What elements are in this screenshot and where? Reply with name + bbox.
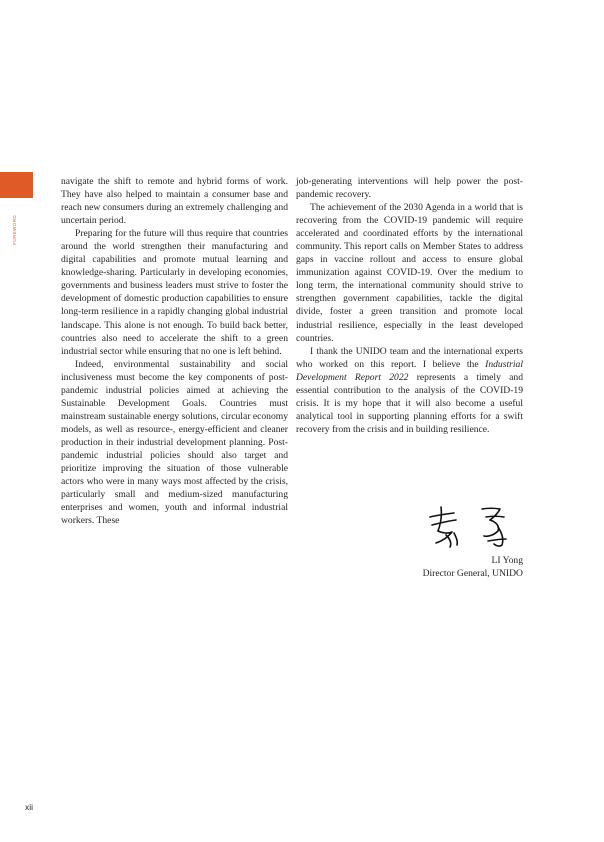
paragraph: The achievement of the 2030 Agenda in a world that is recovering from the COVID-19 pandemic will require accelerated and coordinated efforts by the international community. This report calls on Member States to address gaps in vaccine rollout and access to ensure global immunization against COVID-19. Over the medium to long term, the international community should strive to strengthen government capabilities, tackle the digital divide, foster a green transition and promote local industrial resilience, especially in the least developed countries. <box>296 202 523 344</box>
section-label: FOREWORD <box>12 215 17 245</box>
paragraph-text: I thank the UNIDO team and the international experts who worked on this report. I believe the <box>296 345 523 370</box>
page-number: xii <box>25 802 34 812</box>
paragraph: navigate the shift to remote and hybrid forms of work. They have also helped to maintain a consumer base and reach new consumers during an extremely challenging and uncertain period. <box>61 176 288 227</box>
paragraph-text: represents a timely and essential contribution to the analysis of the COVID-19 crisis. It is my hope that it will also become a useful analytical tool in supporting planning efforts for a swift recovery from the crisis and in building resilience. <box>296 371 523 435</box>
report-title: Industrial Development Report 2022 <box>296 358 523 383</box>
paragraph: job-generating interventions will help power the post-pandemic recovery. <box>296 176 523 201</box>
signer-title: Director General, UNIDO <box>422 568 523 579</box>
paragraph: Preparing for the future will thus require that countries around the world strengthen their manufacturing and digital capabilities and promote mutual learning and knowledge-sharing. Particularly in developing economies, governments and business leaders must strive to foster the development of domestic production capabilities to ensure long-term resilience in a rapidly changing global industrial landscape. This alone is not enough. To build back better, countries also need to accelerate the shift to a green industrial sector while ensuring that no one is left behind. <box>61 228 288 357</box>
signer-block <box>330 554 523 580</box>
paragraph: Indeed, environmental sustainability and social inclusiveness must become the key components of post-pandemic industrial policies aimed at achieving the Sustainable Development Goals. Countries must mainstream sustainable energy solutions, circular economy models, as well as resource-, energy-efficient and cleaner production in their industrial development planning. Post-pandemic industrial policies should also target and prioritize improving the situation of those vulnerable actors who were in many ways most affected by the crisis, particularly small and medium-sized manufacturing enterprises and women, youth and informal industrial workers. These <box>61 358 288 527</box>
right-column <box>296 175 523 436</box>
left-column <box>61 175 288 527</box>
section-tab <box>0 172 33 198</box>
signer-name: LI Yong <box>491 555 523 566</box>
paragraph <box>296 345 523 436</box>
handwritten-signature <box>424 503 524 549</box>
